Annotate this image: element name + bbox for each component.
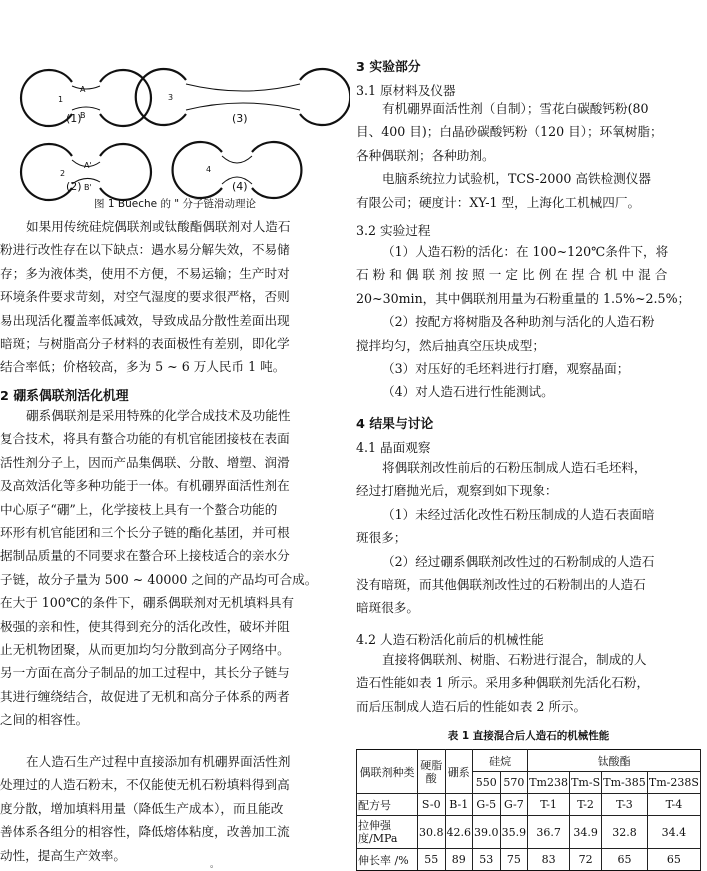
stray-mark: 。 bbox=[210, 860, 220, 870]
figure-caption: 图 1 Bueche 的 " 分子链滑动理论 bbox=[94, 198, 256, 210]
panel-label-1: (1) bbox=[66, 112, 82, 125]
subsection-4-1: 4.1 晶面观察 bbox=[356, 440, 431, 455]
header-coupling-type: 偶联剂种类 bbox=[357, 750, 418, 794]
svg-text:B: B bbox=[80, 111, 86, 120]
svg-text:3: 3 bbox=[168, 93, 174, 102]
paragraph-observation: 将偶联剂改性前后的石粉压制成人造石毛坯料， 经过打磨抛光后，观察到如下现象： （1）未经过活化改性石粉压制成的人造石表面暗 斑很多； （2）经过硼系偶联剂改性过的石粉制成的人造石 没有暗斑，而其他偶联剂改性过的石粉制出的人造石 暗斑很多。 bbox=[356, 460, 655, 616]
header-stearic: 硬脂酸 bbox=[418, 750, 446, 794]
paragraph-materials: 有机硼界面活性剂（自制）；雪花白碳酸钙粉(80 目、400 目)；白晶砂碳酸钙粉（120 目）；环氧树脂； 各种偶联剂；各种助剂。 电脑系统拉力试验机，TCS-2000 高铁检测仪器 有限公司；硬度计：XY-1 型，上海化工机械四厂。 bbox=[356, 101, 663, 210]
section-heading-4: 4 结果与讨论 bbox=[356, 417, 434, 432]
fig3-left-circle bbox=[136, 69, 186, 125]
svg-text:4: 4 bbox=[206, 165, 212, 174]
table-caption: 表 1 直接混合后人造石的机械性能 bbox=[447, 730, 610, 742]
paragraph-procedure: （1）人造石粉的活化：在 100~120℃条件下，将 石 粉 和 偶 联 剂 按 照 一 定 比 例 在 捏 合 机 中 混 合 20~30min，其中偶联剂用量为石粉重量的 1.5%~2.5%； （2）按配方将树脂及各种助剂与活化的人造石粉 搅拌均匀，然后抽真空压块成型； （3）对压好的毛坯料进行打磨，观察晶面； （4）对人造石进行性能测试。 bbox=[356, 244, 691, 400]
fig4-right-circle bbox=[252, 142, 301, 198]
svg-text:B': B' bbox=[84, 183, 92, 192]
panel-label-2: (2) bbox=[66, 180, 82, 193]
header-silane: 硅烷 bbox=[473, 750, 528, 772]
section-heading-2: 2 硼系偶联剂活化机理 bbox=[0, 389, 129, 404]
fig3-right-circle bbox=[300, 69, 350, 125]
panel-label-4: (4) bbox=[232, 180, 248, 193]
subsection-4-2: 4.2 人造石粉活化前后的机械性能 bbox=[356, 632, 544, 647]
header-boron: 硼系 bbox=[445, 750, 473, 794]
svg-text:A': A' bbox=[84, 161, 92, 170]
mechanical-properties-table bbox=[356, 749, 701, 871]
panel-label-3: (3) bbox=[232, 112, 248, 125]
table-row: 配方号 S-0 B-1 G-5 G-7 T-1 T-2 T-3 T-4 bbox=[357, 794, 701, 816]
svg-text:A: A bbox=[80, 85, 86, 94]
fig1-left-circle bbox=[21, 70, 72, 126]
paragraph-mechanical: 直接将偶联剂、树脂、石粉进行混合，制成的人 造石性能如表 1 所示。采用多种偶联剂先活化石粉， 而后压制成人造石后的性能如表 2 所示。 bbox=[356, 652, 650, 714]
svg-text:1: 1 bbox=[58, 95, 64, 104]
figure-drawing bbox=[0, 52, 350, 202]
table-header-row bbox=[357, 750, 701, 772]
svg-text:2: 2 bbox=[60, 169, 66, 178]
table-subheader-row: 550 570 Tm238 Tm-S Tm-385 Tm-238S bbox=[357, 772, 701, 794]
subsection-3-2: 3.2 实验过程 bbox=[356, 223, 431, 238]
section-heading-3: 3 实验部分 bbox=[356, 60, 421, 75]
paragraph-disadvantages: 如果用传统硅烷偶联剂或钛酸酯偶联剂对人造石 粉进行改性存在以下缺点：遇水易分解失效，不易储 存；多为液体类，使用不方便，不易运输；生产时对 环境条件要求苛刻，对空气湿度的要求很严格，否则 易出现活化覆盖率低减效，导致成品分散性差面出现 暗斑；与树脂高分子材料的表面极性有差别，即化学 结合率低；价格较高，多为 5 ~ 6 万人民币 1 吨。 bbox=[0, 219, 291, 375]
fig4-left-circle bbox=[173, 142, 222, 198]
subsection-3-1: 3.1 原材料及仪器 bbox=[356, 83, 456, 98]
table-row: 拉伸强度/MPa 30.8 42.6 39.0 35.9 36.7 34.9 32.8 34.4 bbox=[357, 816, 701, 849]
table-row: 伸长率 /% 55 89 53 75 83 72 65 65 bbox=[357, 849, 701, 871]
fig2-right-circle bbox=[100, 144, 151, 200]
header-titanate: 钛酸酯 bbox=[528, 750, 701, 772]
paragraph-production: 在人造石生产过程中直接添加有机硼界面活性剂 处理过的人造石粉末，不仅能使无机石粉填料得到高 度分散，增加填料用量（降低生产成本），而且能改 善体系各组分的相容性，降低熔体粘度，改善加工流 动性，提高生产效率。 bbox=[0, 754, 291, 863]
paragraph-mechanism: 硼系偶联剂是采用特殊的化学合成技术及功能性 复合技术，将具有螯合功能的有机官能团接枝在表面 活性剂分子上，因而产品集偶联、分散、增塑、润滑 及高效活化等多种功能于一体。有机硼界面活性剂在 中心原子“硼”上，化学接枝上具有一个螯合功能的 环形有机官能团和三个长分子链的酯化基团，并可根 据制品质量的不同要求在螯合环上接枝适合的亲水分 子链，故分子量为 500 ~ 40000 之间的产品均可合成。 在大于 100℃的条件下，硼系偶联剂对无机填料具有 极强的亲和性，使其得到充分的活化改性，破坏并阻 止无机物团聚，从而更加均匀分散到高分子网络中。 另一方面在高分子制品的加工过程中，其长分子链与 其进行缠绕结合，故促进了无机和高分子体系的两者 之间的相容性。 bbox=[0, 408, 318, 728]
